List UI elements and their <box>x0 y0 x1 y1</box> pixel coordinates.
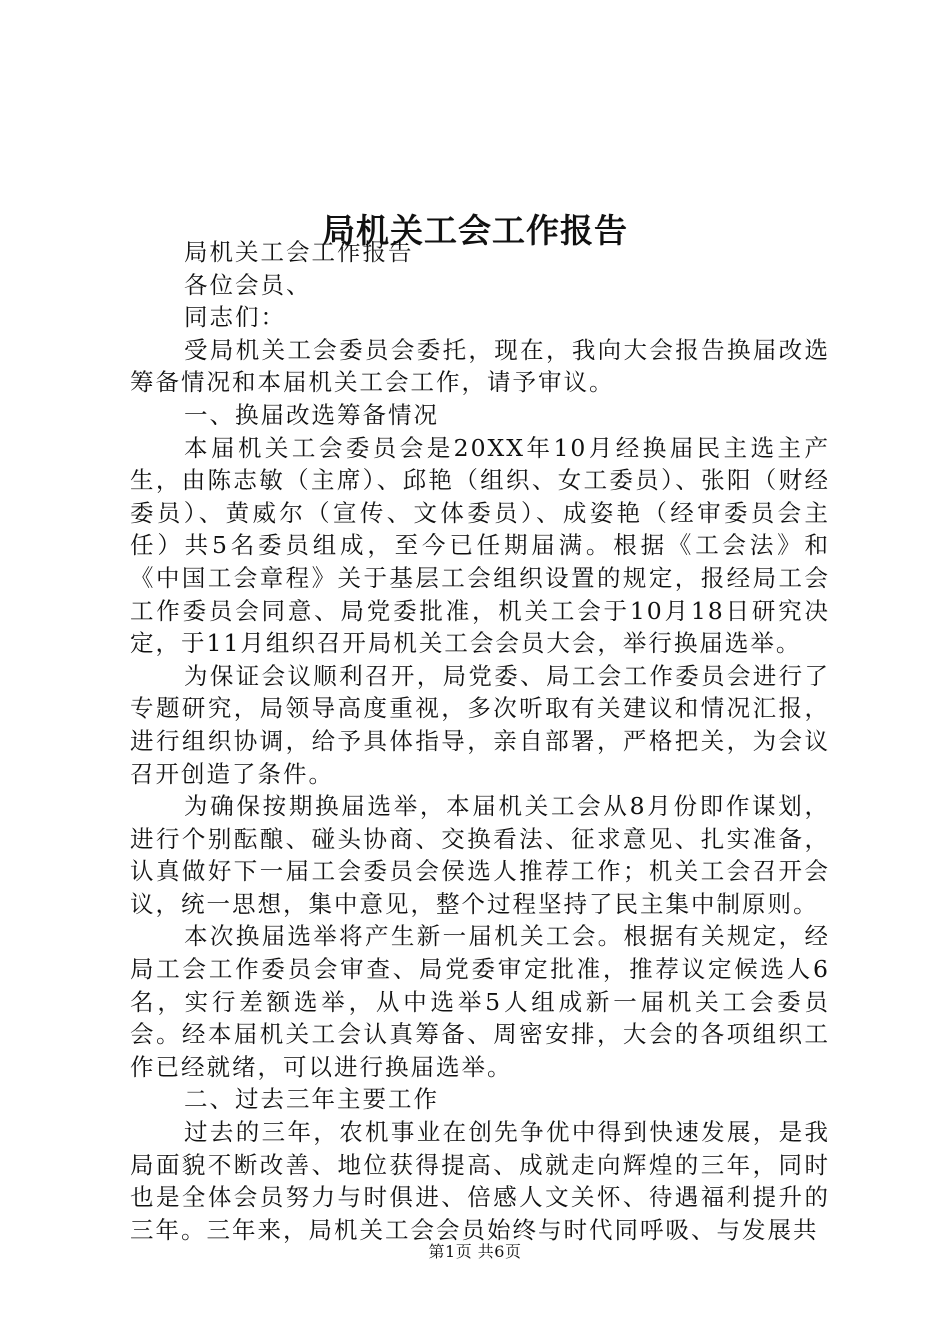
paragraph-subtitle: 局机关工会工作报告 <box>184 238 414 266</box>
paragraph: 为保证会议顺利召开，局党委、局工会工作委员会进行了专题研究，局领导高度重视，多次听取有关建议和情况汇报，进行组织协调，给予具体指导，亲自部署，严格把关，为会议召开创造了条件。 <box>130 661 830 788</box>
paragraph-salutation-2: 同志们： <box>184 303 287 332</box>
paragraph: 本届机关工会委员会是20XX年10月经换届民主选主产生，由陈志敏（主席）、邱艳（组织、女工委员）、张阳（财经委员）、黄威尔（宣传、文体委员）、成姿艳（经审委员会主任）共5名委员组成，至今已任期届满。根据《工会法》和《中国工会章程》关于基层工会组织设置的规定，报经局工会工作委员会同意、局党委批准，机关工会于10月18日研究决定，于11月组织召开局机关工会会员大会，举行换届选举。 <box>130 433 830 658</box>
document-body <box>130 236 830 1246</box>
section-heading-1: 一、换届改选筹备情况 <box>184 400 440 429</box>
paragraph: 过去的三年，农机事业在创先争优中得到快速发展，是我局面貌不断改善、地位获得提高、成就走向辉煌的三年，同时也是全体会员努力与时俱进、倍感人文关怀、待遇福利提升的三年。三年来，局机关工会会员始终与时代同呼吸、与发展共 <box>130 1118 830 1244</box>
paragraph-salutation-1: 各位会员、 <box>184 270 312 299</box>
document-title: 局机关工会工作报告 <box>322 211 628 251</box>
paragraph: 本次换届选举将产生新一届机关工会。根据有关规定，经局工会工作委员会审查、局党委审定批准，推荐议定候选人6名，实行差额选举，从中选举5人组成新一届机关工会委员会。经本届机关工会认真筹备、周密安排，大会的各项组织工作已经就绪，可以进行换届选举。 <box>130 922 830 1081</box>
paragraph-intro: 受局机关工会委员会委托，现在，我向大会报告换届改选筹备情况和本届机关工会工作，请予审议。 <box>130 335 830 397</box>
paragraph: 为确保按期换届选举，本届机关工会从8月份即作谋划，进行个别酝酿、碰头协商、交换看法、征求意见、扎实准备，认真做好下一届工会委员会侯选人推荐工作；机关工会召开会议，统一思想，集中意见，整个过程坚持了民主集中制原则。 <box>130 792 830 918</box>
page-number-footer: 第1页 共6页 <box>428 1242 522 1261</box>
section-heading-2: 二、过去三年主要工作 <box>184 1085 440 1114</box>
